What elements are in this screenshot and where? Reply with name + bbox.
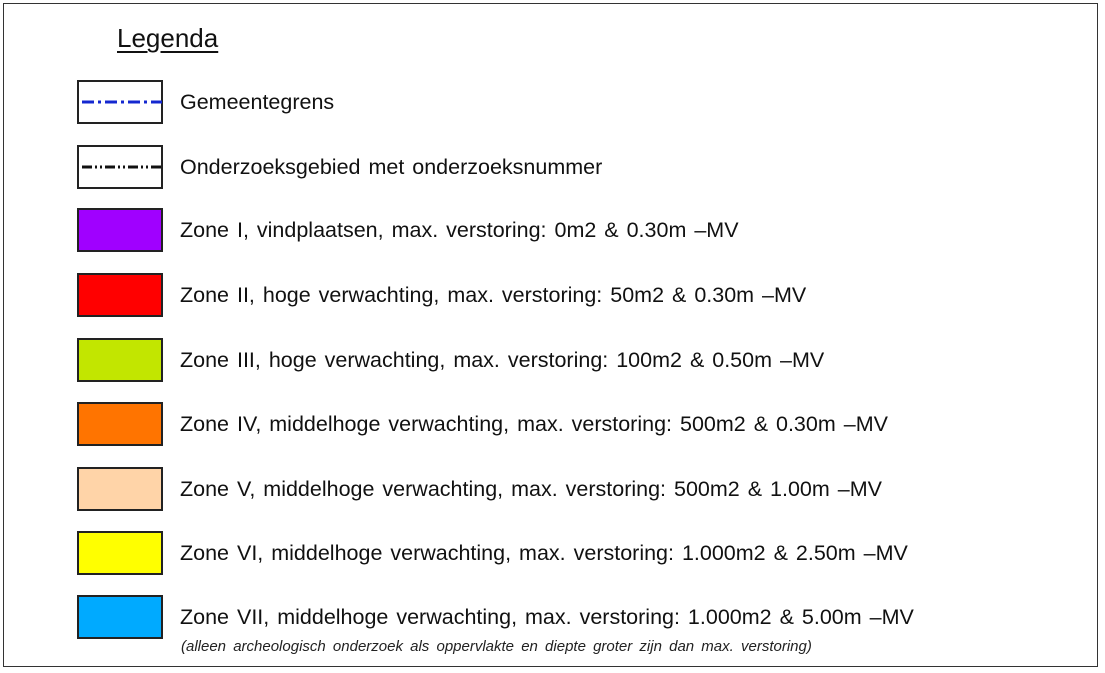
legend-title: Legenda xyxy=(117,23,219,53)
legend-item-label: Zone II, hoge verwachting, max. verstoring: 50m2 & 0.30m –MV xyxy=(180,283,807,307)
zone-i-color-swatch xyxy=(77,208,163,252)
legend-footnote: (alleen archeologisch onderzoek als oppervlakte en diepte groter zijn dan max. verstoring) xyxy=(181,638,812,655)
research-area-line-symbol xyxy=(77,145,163,189)
municipal-boundary-line-symbol xyxy=(77,80,163,124)
legend-item-label: Zone VII, middelhoge verwachting, max. verstoring: 1.000m2 & 5.00m –MV xyxy=(180,605,914,629)
zone-ii-color-swatch xyxy=(77,273,163,317)
zone-iv-color-swatch xyxy=(77,402,163,446)
legend-item-label: Zone V, middelhoge verwachting, max. verstoring: 500m2 & 1.00m –MV xyxy=(180,477,882,501)
zone-vii-color-swatch xyxy=(77,595,163,639)
legend-item-label: Zone I, vindplaatsen, max. verstoring: 0m2 & 0.30m –MV xyxy=(180,218,739,242)
zone-vi-color-swatch xyxy=(77,531,163,575)
legend-item-label: Gemeentegrens xyxy=(180,90,335,114)
zone-iii-color-swatch xyxy=(77,338,163,382)
legend-item-label: Zone VI, middelhoge verwachting, max. verstoring: 1.000m2 & 2.50m –MV xyxy=(180,541,908,565)
legend-item-label: Zone IV, middelhoge verwachting, max. verstoring: 500m2 & 0.30m –MV xyxy=(180,412,888,436)
legend-item-label: Zone III, hoge verwachting, max. verstoring: 100m2 & 0.50m –MV xyxy=(180,348,825,372)
legend-item-label: Onderzoeksgebied met onderzoeksnummer xyxy=(180,155,603,179)
zone-v-color-swatch xyxy=(77,467,163,511)
